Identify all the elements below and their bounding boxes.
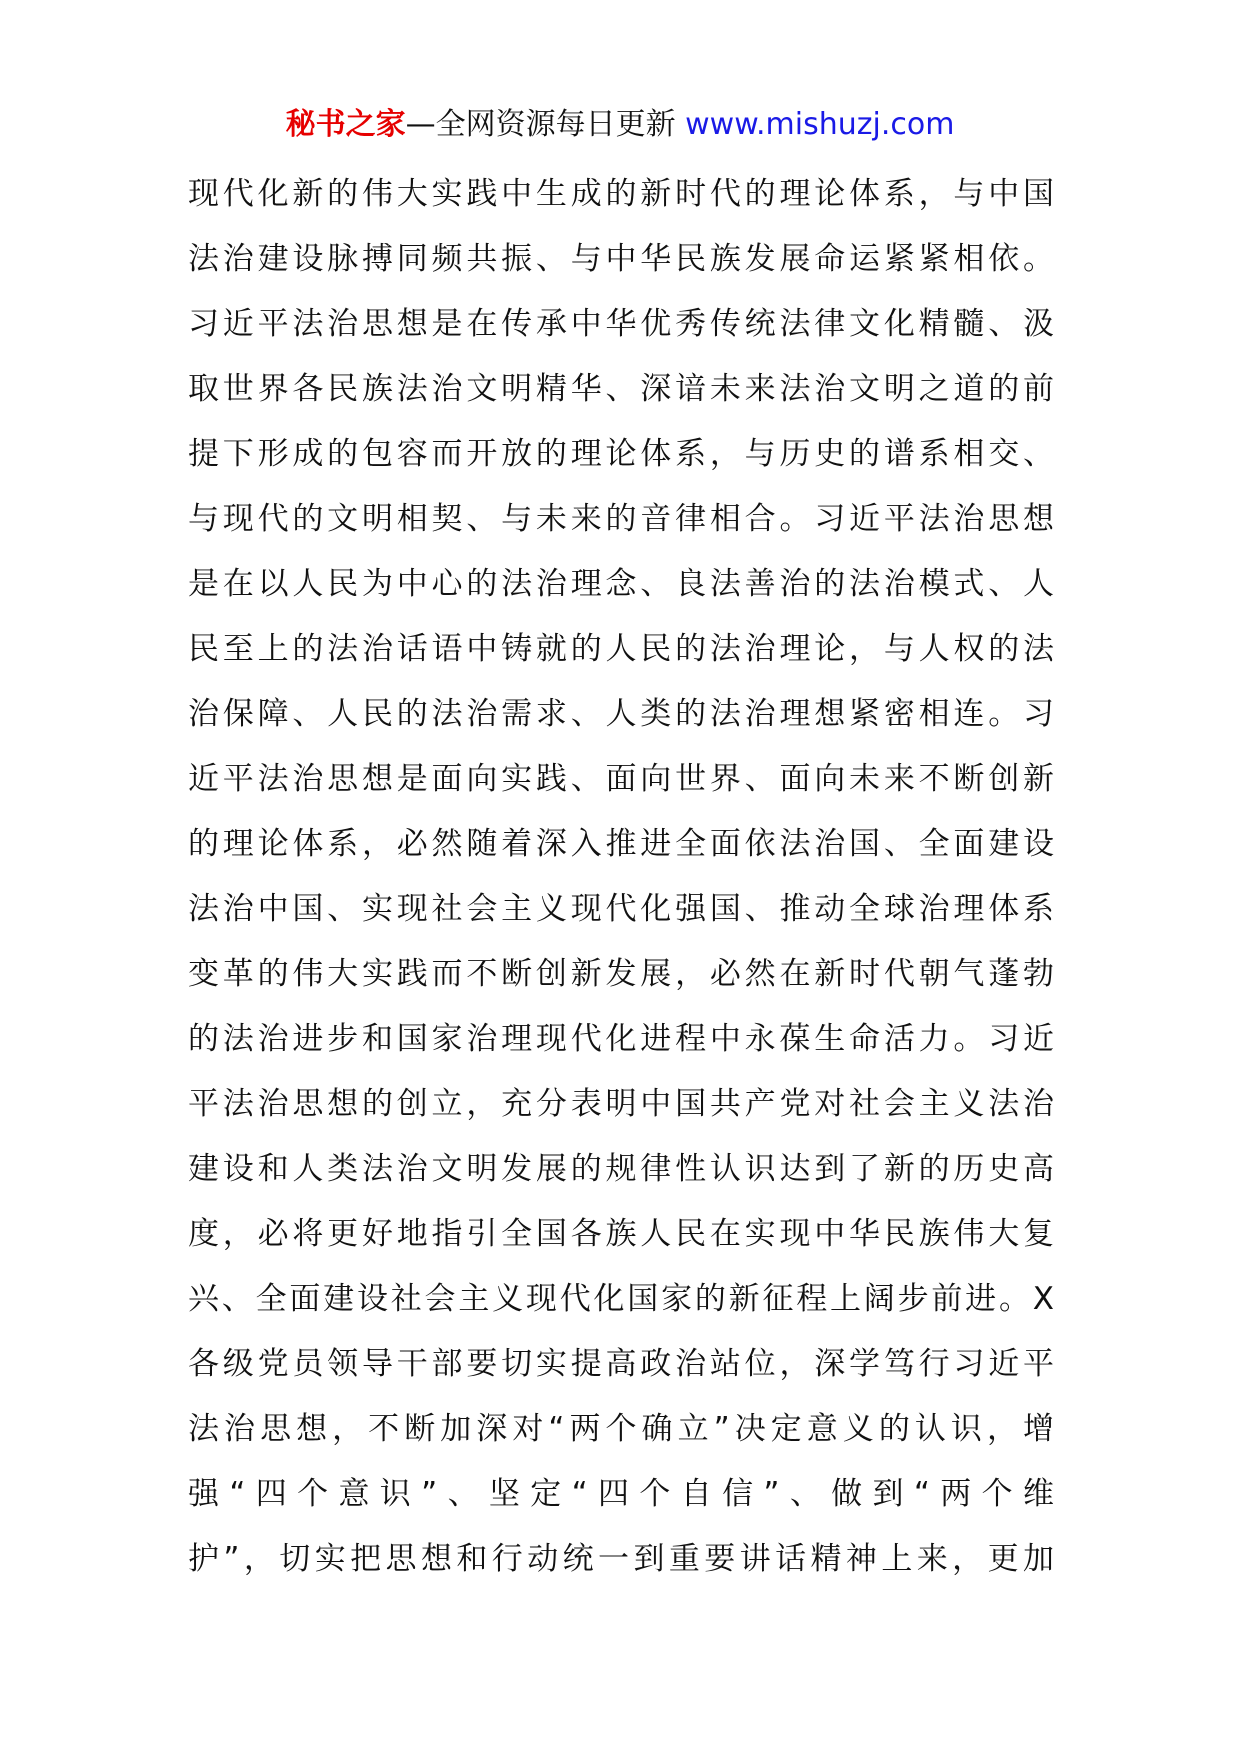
- text-line: 护”，切实把思想和行动统一到重要讲话精神上来，更加: [188, 1541, 1054, 1577]
- text-line: 与现代的文明相契、与未来的音律相合。习近平法治思想: [188, 501, 1054, 537]
- text-line: 的法治进步和国家治理现代化进程中永葆生命活力。习近: [188, 1021, 1054, 1057]
- header-brand: 秘书之家: [285, 107, 406, 142]
- text-line: 建设和人类法治文明发展的规律性认识达到了新的历史高: [188, 1151, 1054, 1187]
- text-line: 兴、全面建设社会主义现代化国家的新征程上阔步前进。X: [188, 1281, 1054, 1317]
- text-line: 习近平法治思想是在传承中华优秀传统法律文化精髓、汲: [188, 306, 1054, 342]
- text-line: 的理论体系，必然随着深入推进全面依法治国、全面建设: [188, 826, 1054, 862]
- text-line: 提下形成的包容而开放的理论体系，与历史的谱系相交、: [188, 436, 1054, 472]
- text-line: 治保障、人民的法治需求、人类的法治理想紧密相连。习: [188, 696, 1054, 732]
- text-line: 强“四个意识”、坚定“四个自信”、做到“两个维: [188, 1476, 1054, 1512]
- text-line: 度，必将更好地指引全国各族人民在实现中华民族伟大复: [188, 1216, 1054, 1252]
- text-line: 平法治思想的创立，充分表明中国共产党对社会主义法治: [188, 1086, 1054, 1122]
- text-line: 是在以人民为中心的法治理念、良法善治的法治模式、人: [188, 566, 1054, 602]
- text-line: 法治中国、实现社会主义现代化强国、推动全球治理体系: [188, 891, 1054, 927]
- text-line: 近平法治思想是面向实践、面向世界、面向未来不断创新: [188, 761, 1054, 797]
- header-url-link[interactable]: www.mishuzj.com: [685, 107, 955, 142]
- text-line: 民至上的法治话语中铸就的人民的法治理论，与人权的法: [188, 631, 1054, 667]
- text-line: 变革的伟大实践而不断创新发展，必然在新时代朝气蓬勃: [188, 956, 1054, 992]
- text-line: 现代化新的伟大实践中生成的新时代的理论体系，与中国: [188, 176, 1054, 212]
- page-header: [0, 100, 1240, 150]
- header-slogan: —全网资源每日更新: [405, 107, 676, 142]
- text-line: 法治建设脉搏同频共振、与中华民族发展命运紧紧相依。: [188, 241, 1054, 277]
- text-line: 法治思想，不断加深对“两个确立”决定意义的认识，增: [188, 1411, 1054, 1447]
- text-line: 取世界各民族法治文明精华、深谙未来法治文明之道的前: [188, 371, 1054, 407]
- body-text: [188, 162, 1054, 1592]
- text-line: 各级党员领导干部要切实提高政治站位，深学笃行习近平: [188, 1346, 1054, 1382]
